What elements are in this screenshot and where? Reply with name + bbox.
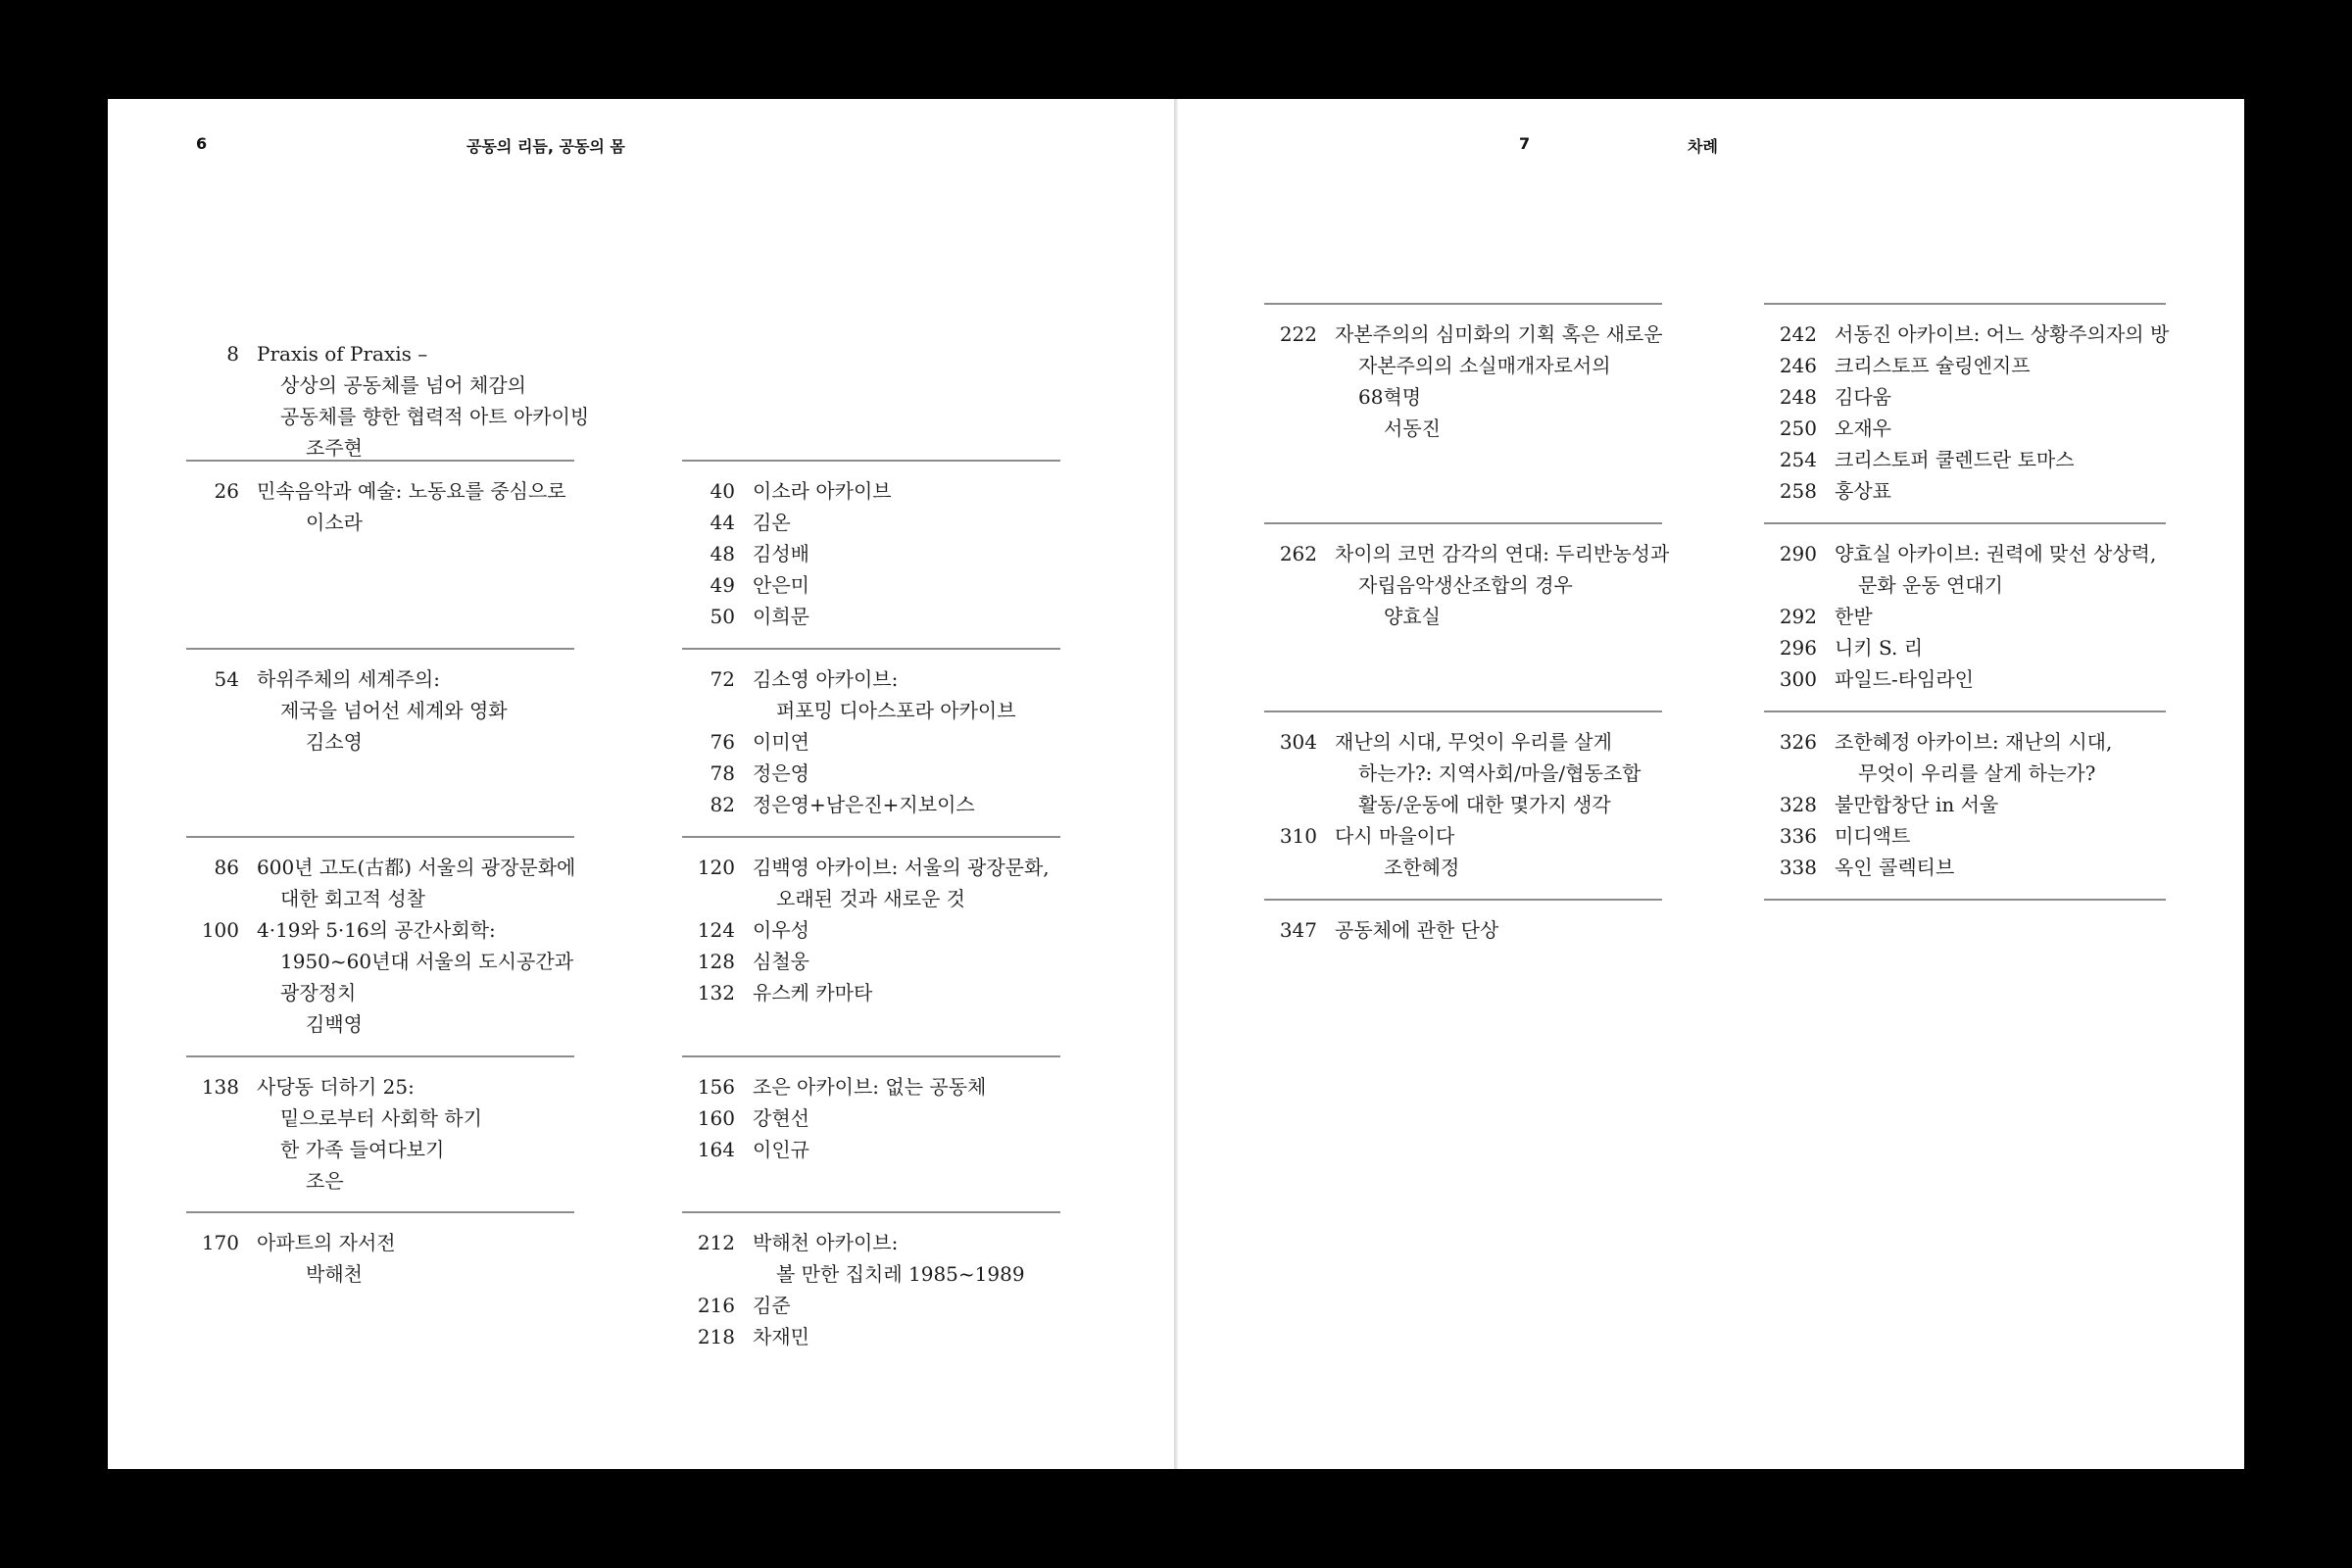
- toc-entry-continued-line: [1764, 758, 2166, 789]
- entry-title: 사당동 더하기 25:: [257, 1075, 415, 1099]
- page-number: 246: [1779, 354, 1817, 377]
- section-divider: [682, 1055, 1060, 1057]
- entry-title: 오재우: [1835, 416, 1891, 440]
- toc-entry: [186, 1071, 574, 1197]
- page-number: 242: [1779, 322, 1817, 346]
- section-divider: [1264, 899, 1662, 901]
- toc-entry: [682, 663, 1060, 726]
- toc-entry-first-line: [186, 338, 574, 369]
- entry-title: 니키 S. 리: [1835, 636, 1924, 660]
- toc-entry: [682, 946, 1060, 977]
- toc-entries: [186, 475, 574, 538]
- toc-entry-first-line: [682, 1134, 1060, 1165]
- entry-title: 홍상표: [1835, 479, 1891, 503]
- page-number: 310: [1279, 824, 1317, 848]
- toc-entry-continued-line: [1264, 381, 1662, 413]
- page-number: 218: [697, 1325, 735, 1348]
- section-divider: [1264, 522, 1662, 524]
- toc-entries: [1264, 914, 1662, 946]
- page-number: 248: [1779, 385, 1817, 409]
- entry-title: 파일드-타임라인: [1835, 667, 1974, 691]
- entry-title: 한받: [1835, 605, 1873, 628]
- toc-entry-first-line: [1264, 820, 1662, 852]
- section-divider: [1764, 522, 2166, 524]
- toc-entries: [1264, 538, 1670, 632]
- entry-title: 차이의 코먼 감각의 연대: 두리반농성과: [1335, 542, 1670, 565]
- author-name: 이소라: [306, 511, 363, 534]
- toc-entry-first-line: [1764, 413, 2166, 444]
- section-divider: [682, 1211, 1060, 1213]
- toc-author-line: [186, 1258, 574, 1290]
- toc-entry-continued-line: [186, 946, 574, 977]
- left-running-title: 공동의 리듬, 공동의 몸: [466, 137, 625, 156]
- toc-entry-first-line: [1764, 726, 2166, 758]
- page-number: 156: [697, 1075, 735, 1099]
- toc-entry: [1764, 601, 2166, 632]
- entry-title: 이우성: [753, 918, 809, 942]
- entry-title: 김성배: [753, 542, 809, 565]
- page-number: 48: [710, 542, 735, 565]
- toc-author-line: [1264, 601, 1662, 632]
- entry-title: 민속음악과 예술: 노동요를 중심으로: [257, 479, 566, 503]
- page-number: 304: [1279, 730, 1317, 754]
- toc-entry-continued-line: [186, 369, 574, 401]
- entry-title: 김소영 아카이브:: [753, 667, 899, 691]
- page-number: 120: [697, 856, 735, 879]
- entry-title: 조은 아카이브: 없는 공동체: [753, 1075, 987, 1099]
- section-divider: [682, 836, 1060, 838]
- toc-entry: [1264, 726, 1662, 820]
- entry-title: 김백영 아카이브: 서울의 광장문화,: [753, 856, 1050, 879]
- toc-entries: [1264, 318, 1662, 444]
- toc-entry: [682, 1134, 1060, 1165]
- entry-title-continued: 활동/운동에 대한 몇가지 생각: [1358, 793, 1611, 816]
- toc-entry: [1764, 852, 2166, 883]
- entry-title-continued: 68혁명: [1358, 385, 1422, 409]
- entry-title: 정은영+남은진+지보이스: [753, 793, 975, 816]
- entry-title: 차재민: [753, 1325, 809, 1348]
- page-number: 292: [1779, 605, 1817, 628]
- section-divider: [682, 648, 1060, 650]
- author-name: 양효실: [1384, 605, 1441, 628]
- toc-entry: [1264, 914, 1662, 946]
- toc-entry: [682, 1227, 1060, 1290]
- toc-author-line: [1264, 413, 1662, 444]
- toc-author-line: [1264, 852, 1662, 883]
- entry-title: 옥인 콜렉티브: [1835, 856, 1955, 879]
- entry-title-continued: 자본주의의 소실매개자로서의: [1358, 354, 1611, 377]
- section-divider: [186, 648, 574, 650]
- toc-entries: [1764, 726, 2166, 883]
- toc-entry-first-line: [682, 946, 1060, 977]
- author-name: 김소영: [306, 730, 363, 754]
- page-number: 132: [697, 981, 735, 1004]
- page-number: 258: [1779, 479, 1817, 503]
- toc-entry-first-line: [1764, 350, 2166, 381]
- entry-title: 이인규: [753, 1138, 809, 1161]
- author-name: 조은: [306, 1169, 344, 1193]
- toc-entry-first-line: [1764, 538, 2166, 569]
- toc-author-line: [186, 1008, 574, 1040]
- toc-entry: [1764, 318, 2170, 350]
- section-divider: [1764, 710, 2166, 712]
- toc-entry: [186, 663, 574, 758]
- page-number: 54: [214, 667, 239, 691]
- toc-entry-first-line: [682, 538, 1060, 569]
- entry-title-continued: 무엇이 우리를 살게 하는가?: [1858, 761, 2096, 785]
- page-number: 164: [697, 1138, 735, 1161]
- toc-entry-first-line: [1764, 381, 2166, 413]
- page-number: 262: [1279, 542, 1317, 565]
- page-number: 290: [1779, 542, 1817, 565]
- entry-title: 4·19와 5·16의 공간사회학:: [257, 918, 496, 942]
- toc-entry-first-line: [1764, 663, 2166, 695]
- entry-title-continued: 한 가족 들여다보기: [280, 1138, 445, 1161]
- entry-title: 김온: [753, 511, 791, 534]
- toc-entry: [682, 538, 1060, 569]
- section-divider: [186, 1211, 574, 1213]
- toc-entry-continued-line: [682, 695, 1060, 726]
- page-number: 49: [710, 573, 735, 597]
- toc-entry-first-line: [1764, 820, 2166, 852]
- right-page-number: 7: [1519, 134, 1531, 153]
- toc-entry: [682, 758, 1060, 789]
- toc-entry: [186, 338, 590, 464]
- page-number: 222: [1279, 322, 1317, 346]
- left-page-number: 6: [196, 134, 208, 153]
- entry-title: 김준: [753, 1294, 791, 1317]
- section-divider: [186, 1055, 574, 1057]
- toc-entries: [682, 1227, 1060, 1352]
- section-divider: [1764, 303, 2166, 305]
- toc-entry-first-line: [1264, 726, 1662, 758]
- toc-entry-continued-line: [186, 401, 590, 432]
- toc-author-line: [186, 507, 574, 538]
- toc-entry-continued-line: [1764, 569, 2166, 601]
- toc-entry: [1764, 381, 2166, 413]
- toc-entry: [682, 914, 1060, 946]
- toc-entry: [1764, 350, 2166, 381]
- entry-title: 불만합창단 in 서울: [1835, 793, 1999, 816]
- toc-entry-continued-line: [1264, 350, 1662, 381]
- entry-title: 재난의 시대, 무엇이 우리를 살게: [1335, 730, 1612, 754]
- page-number: 296: [1779, 636, 1817, 660]
- toc-entry-continued-line: [1264, 569, 1662, 601]
- toc-entry: [186, 475, 574, 538]
- toc-entries: [186, 1227, 574, 1290]
- toc-entry-first-line: [1764, 601, 2166, 632]
- toc-entry: [682, 1321, 1060, 1352]
- entry-title: 아파트의 자서전: [257, 1231, 396, 1254]
- page-number: 170: [201, 1231, 239, 1254]
- toc-entry: [1764, 538, 2166, 601]
- page-number: 254: [1779, 448, 1817, 471]
- page-number: 50: [710, 605, 735, 628]
- entry-title-continued: 광장정치: [280, 981, 357, 1004]
- toc-entry: [1264, 820, 1662, 883]
- toc-entry-first-line: [1764, 789, 2166, 820]
- toc-entry-first-line: [186, 475, 574, 507]
- toc-entry: [682, 977, 1060, 1008]
- page-number: 86: [214, 856, 239, 879]
- entry-title: 하위주체의 세계주의:: [257, 667, 440, 691]
- toc-entry-first-line: [682, 977, 1060, 1008]
- toc-entry: [1764, 789, 2166, 820]
- entry-title: 공동체에 관한 단상: [1335, 918, 1499, 942]
- toc-entry: [682, 601, 1060, 632]
- toc-entry-continued-line: [186, 695, 574, 726]
- page-number: 78: [710, 761, 735, 785]
- entry-title-continued: 볼 만한 집치레 1985~1989: [776, 1262, 1025, 1286]
- toc-entry-first-line: [682, 1102, 1060, 1134]
- toc-entry: [186, 852, 574, 914]
- entry-title: 강현선: [753, 1106, 809, 1130]
- toc-entry-continued-line: [186, 1102, 574, 1134]
- toc-entry-first-line: [682, 475, 1060, 507]
- entry-title: 조한혜정 아카이브: 재난의 시대,: [1835, 730, 2113, 754]
- entry-title: 다시 마을이다: [1335, 824, 1455, 848]
- toc-entry-first-line: [186, 1071, 574, 1102]
- entry-title: 박해천 아카이브:: [753, 1231, 899, 1254]
- toc-entries: [1764, 318, 2170, 507]
- toc-entry-first-line: [682, 1290, 1060, 1321]
- page-number: 8: [226, 342, 239, 366]
- page-number: 250: [1779, 416, 1817, 440]
- toc-entry: [682, 1071, 1060, 1102]
- toc-entry-continued-line: [186, 1134, 574, 1165]
- toc-entry-first-line: [682, 601, 1060, 632]
- toc-entry: [1264, 538, 1670, 632]
- entry-title-continued: 오래된 것과 새로운 것: [776, 887, 965, 910]
- toc-entries: [682, 1071, 1060, 1165]
- page-number: 328: [1779, 793, 1817, 816]
- toc-entry-first-line: [1264, 318, 1662, 350]
- entry-title-continued: 퍼포밍 디아스포라 아카이브: [776, 699, 1016, 722]
- toc-entry-first-line: [682, 1071, 1060, 1102]
- toc-entry-first-line: [1764, 318, 2170, 350]
- toc-entry: [1764, 663, 2166, 695]
- entry-title-continued: 밑으로부터 사회학 하기: [280, 1106, 482, 1130]
- entry-title: 이희문: [753, 605, 809, 628]
- toc-entry-first-line: [682, 507, 1060, 538]
- entry-title-continued: 1950~60년대 서울의 도시공간과: [280, 950, 574, 973]
- right-page: [1178, 99, 2244, 1469]
- toc-entry-first-line: [186, 914, 574, 946]
- toc-entry: [1764, 726, 2166, 789]
- entry-title: 김다움: [1835, 385, 1891, 409]
- page-number: 124: [697, 918, 735, 942]
- toc-entry-continued-line: [186, 883, 574, 914]
- toc-entry: [682, 1102, 1060, 1134]
- page-number: 326: [1779, 730, 1817, 754]
- toc-entry: [186, 1227, 574, 1290]
- entry-title-continued: 자립음악생산조합의 경우: [1358, 573, 1573, 597]
- section-divider: [186, 460, 574, 462]
- section-divider: [1264, 303, 1662, 305]
- toc-entries: [682, 852, 1060, 1008]
- toc-entry-first-line: [682, 569, 1060, 601]
- left-page: [108, 99, 1174, 1469]
- right-running-title: 차례: [1688, 137, 1718, 156]
- page-number: 72: [710, 667, 735, 691]
- page-number: 138: [201, 1075, 239, 1099]
- toc-entry-first-line: [682, 789, 1060, 820]
- entry-title-continued: 대한 회고적 성찰: [280, 887, 425, 910]
- toc-entry-first-line: [1264, 538, 1670, 569]
- toc-entry-first-line: [1764, 852, 2166, 883]
- toc-entries: [1264, 726, 1662, 883]
- entry-title-continued: 공동체를 향한 협력적 아트 아카이빙: [280, 405, 590, 428]
- toc-entry-continued-line: [682, 1258, 1060, 1290]
- entry-title: 서동진 아카이브: 어느 상황주의자의 방: [1835, 322, 2170, 346]
- toc-entry: [1764, 820, 2166, 852]
- toc-entry: [1764, 444, 2166, 475]
- toc-entry-first-line: [682, 726, 1060, 758]
- page-number: 347: [1279, 918, 1317, 942]
- entry-title: 심철웅: [753, 950, 809, 973]
- entry-title-continued: 문화 운동 연대기: [1858, 573, 2003, 597]
- page-number: 76: [710, 730, 735, 754]
- toc-entries: [186, 852, 574, 1040]
- toc-entry-first-line: [1264, 914, 1662, 946]
- toc-entry: [682, 852, 1060, 914]
- toc-entry-continued-line: [186, 977, 574, 1008]
- section-divider: [186, 836, 574, 838]
- entry-title: 안은미: [753, 573, 809, 597]
- toc-entries: [186, 1071, 574, 1197]
- toc-entry-first-line: [682, 1227, 1060, 1258]
- toc-entry-first-line: [1764, 475, 2166, 507]
- entry-title: 양효실 아카이브: 권력에 맞선 상상력,: [1835, 542, 2157, 565]
- toc-entry-first-line: [682, 758, 1060, 789]
- toc-entry: [186, 914, 574, 1040]
- toc-entries: [186, 663, 574, 758]
- toc-entry: [1764, 413, 2166, 444]
- toc-entry: [682, 569, 1060, 601]
- toc-entries: [682, 663, 1060, 820]
- page-number: 26: [214, 479, 239, 503]
- page-number: 216: [697, 1294, 735, 1317]
- toc-entry-first-line: [1764, 444, 2166, 475]
- entry-title-continued: 상상의 공동체를 넘어 체감의: [280, 373, 526, 397]
- page-number: 100: [201, 918, 239, 942]
- toc-entry-first-line: [682, 852, 1060, 883]
- toc-entry: [1264, 318, 1662, 444]
- entry-title: 이소라 아카이브: [753, 479, 892, 503]
- toc-entry-first-line: [682, 914, 1060, 946]
- section-divider: [682, 460, 1060, 462]
- toc-entry: [1764, 475, 2166, 507]
- entry-title: 크리스토프 슐링엔지프: [1835, 354, 2031, 377]
- toc-entry-first-line: [186, 663, 574, 695]
- section-divider: [1264, 710, 1662, 712]
- toc-entry-first-line: [682, 1321, 1060, 1352]
- entry-title-continued: 하는가?: 지역사회/마을/협동조합: [1358, 761, 1642, 785]
- entry-title: 크리스토퍼 쿨렌드란 토마스: [1835, 448, 2075, 471]
- toc-entry-first-line: [1764, 632, 2166, 663]
- entry-title: 600년 고도(古都) 서울의 광장문화에: [257, 856, 576, 879]
- toc-entries: [682, 475, 1060, 632]
- toc-entry-continued-line: [1264, 789, 1662, 820]
- toc-entry-first-line: [682, 663, 1060, 695]
- entry-title: 유스케 카마타: [753, 981, 873, 1004]
- author-name: 조한혜정: [1384, 856, 1460, 879]
- toc-entry: [682, 789, 1060, 820]
- toc-author-line: [186, 1165, 574, 1197]
- toc-entry-first-line: [186, 852, 574, 883]
- toc-entry: [682, 1290, 1060, 1321]
- toc-entries: [186, 338, 590, 464]
- toc-entry-continued-line: [1264, 758, 1662, 789]
- author-name: 박해천: [306, 1262, 363, 1286]
- entry-title: Praxis of Praxis –: [257, 342, 428, 366]
- page-number: 338: [1779, 856, 1817, 879]
- toc-entries: [1764, 538, 2166, 695]
- page-number: 128: [697, 950, 735, 973]
- toc-entry: [1764, 632, 2166, 663]
- toc-author-line: [186, 726, 574, 758]
- toc-entry: [682, 507, 1060, 538]
- author-name: 조주현: [306, 436, 363, 460]
- toc-entry: [682, 726, 1060, 758]
- section-divider: [1764, 899, 2166, 901]
- page-number: 336: [1779, 824, 1817, 848]
- author-name: 김백영: [306, 1012, 363, 1036]
- toc-entry: [682, 475, 1060, 507]
- entry-title: 미디액트: [1835, 824, 1911, 848]
- entry-title-continued: 제국을 넘어선 세계와 영화: [280, 699, 508, 722]
- author-name: 서동진: [1384, 416, 1441, 440]
- page-number: 160: [697, 1106, 735, 1130]
- toc-entry-first-line: [186, 1227, 574, 1258]
- entry-title: 이미연: [753, 730, 809, 754]
- page-number: 82: [710, 793, 735, 816]
- page-number: 300: [1779, 667, 1817, 691]
- page-number: 44: [710, 511, 735, 534]
- entry-title: 정은영: [753, 761, 809, 785]
- page-number: 212: [697, 1231, 735, 1254]
- toc-entry-continued-line: [682, 883, 1060, 914]
- page-number: 40: [710, 479, 735, 503]
- entry-title: 자본주의의 심미화의 기획 혹은 새로운: [1335, 322, 1663, 346]
